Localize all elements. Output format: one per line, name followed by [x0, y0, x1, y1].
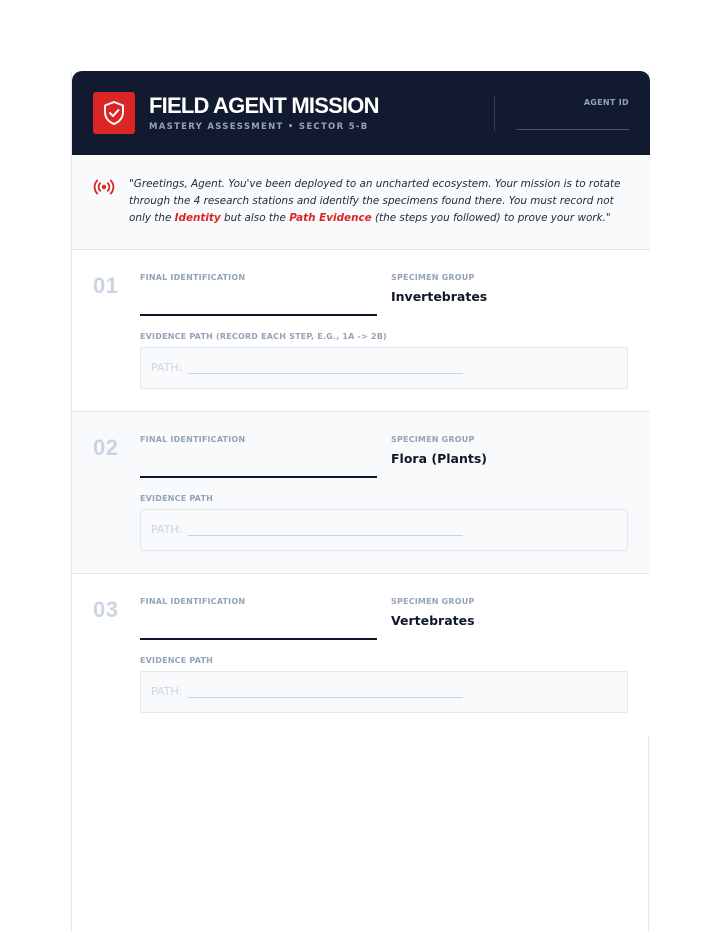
agent-id-label: AGENT ID	[583, 98, 629, 107]
station-03	[72, 574, 650, 736]
path-prefix: PATH:	[151, 523, 183, 536]
station-number: 01	[93, 273, 119, 298]
specimen-group-value: Flora (Plants)	[391, 451, 487, 466]
final-identification-field[interactable]	[140, 638, 377, 640]
shield-check-icon	[102, 100, 126, 126]
briefing-text-part: "Greetings, Agent. You've been deployed to an uncharted ecosystem. Your mission is to rotate through the 4 research stations and identify the specimens found there. You must record not only the	[129, 178, 621, 224]
evidence-path-field[interactable]	[140, 671, 628, 713]
evidence-path-label: EVIDENCE PATH (RECORD EACH STEP, E.G., 1A -> 2B)	[140, 332, 387, 341]
specimen-group-label: SPECIMEN GROUP	[391, 435, 475, 444]
station-number: 03	[93, 597, 119, 622]
final-identification-field[interactable]	[140, 314, 377, 316]
final-identification-label: FINAL IDENTIFICATION	[140, 273, 246, 282]
evidence-path-field[interactable]	[140, 347, 628, 389]
logo-badge	[93, 92, 135, 134]
final-identification-label: FINAL IDENTIFICATION	[140, 597, 246, 606]
specimen-group-value: Invertebrates	[391, 289, 488, 304]
station-number: 02	[93, 435, 119, 460]
highlight-identity: Identity	[174, 212, 221, 224]
header-divider	[494, 96, 495, 131]
briefing-text	[129, 176, 629, 227]
station-01	[72, 250, 650, 412]
briefing-text-part: but also the	[220, 212, 290, 224]
specimen-group-label: SPECIMEN GROUP	[391, 597, 475, 606]
page-subtitle: MASTERY ASSESSMENT • SECTOR 5-B	[149, 122, 369, 132]
evidence-path-field[interactable]	[140, 509, 628, 551]
specimen-group-value: Vertebrates	[391, 613, 475, 628]
evidence-path-label: EVIDENCE PATH	[140, 494, 214, 503]
mission-header	[72, 71, 650, 155]
agent-id-field[interactable]	[516, 129, 629, 130]
station-02	[72, 412, 650, 574]
mission-worksheet	[71, 71, 649, 932]
path-write-line	[188, 373, 463, 374]
path-prefix: PATH:	[151, 685, 183, 698]
broadcast-signal-icon	[93, 179, 115, 195]
path-prefix: PATH:	[151, 361, 183, 374]
final-identification-field[interactable]	[140, 476, 377, 478]
path-write-line	[188, 535, 463, 536]
briefing-text-part: (the steps you followed) to prove your work."	[371, 212, 611, 224]
highlight-path-evidence: Path Evidence	[289, 212, 372, 224]
page-title: FIELD AGENT MISSION	[149, 93, 379, 118]
final-identification-label: FINAL IDENTIFICATION	[140, 435, 246, 444]
specimen-group-label: SPECIMEN GROUP	[391, 273, 475, 282]
path-write-line	[188, 697, 463, 698]
evidence-path-label: EVIDENCE PATH	[140, 656, 214, 665]
mission-briefing	[72, 155, 650, 250]
